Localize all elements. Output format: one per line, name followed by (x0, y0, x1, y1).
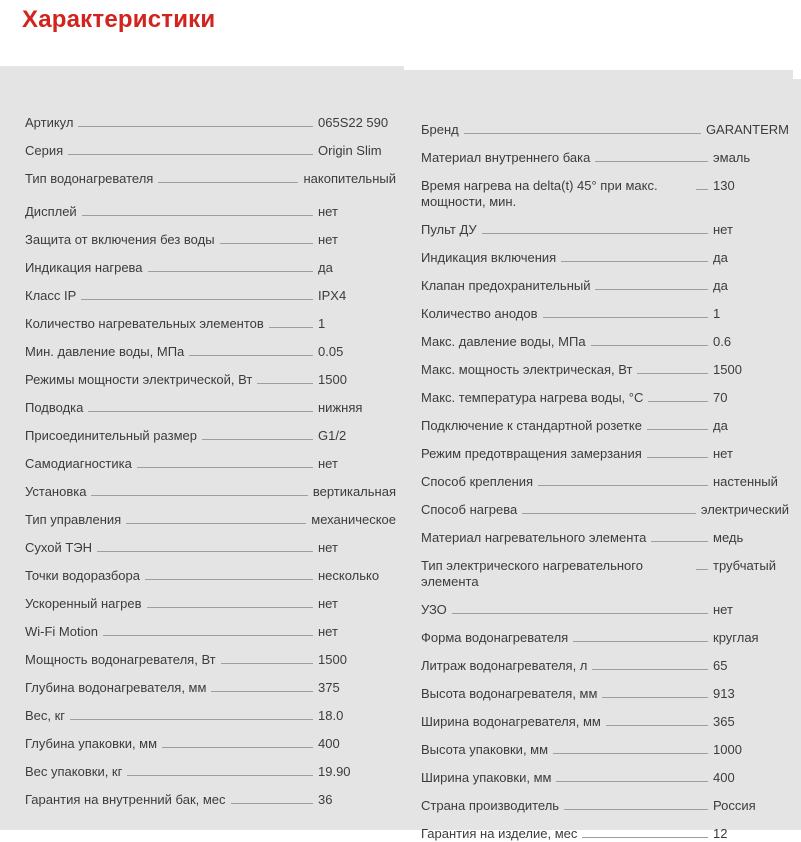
leader-line (221, 652, 313, 664)
leader-line (148, 260, 313, 272)
spec-row (25, 596, 396, 612)
specs-column-right (404, 70, 801, 841)
leader-line (126, 512, 306, 524)
leader-line (91, 484, 307, 496)
spec-row (25, 540, 396, 556)
leader-line (696, 558, 708, 570)
leader-line (595, 278, 708, 290)
spec-value: нет (713, 446, 733, 461)
leader-line (564, 798, 708, 810)
spec-row (421, 250, 789, 266)
spec-row (25, 288, 396, 304)
leader-line (231, 792, 313, 804)
leader-line (97, 540, 313, 552)
leader-line (202, 428, 313, 440)
spec-row (421, 630, 789, 646)
spec-row (421, 362, 789, 378)
spec-value: 19.90 (318, 764, 351, 779)
spec-row (421, 558, 789, 590)
leader-line (647, 418, 708, 430)
spec-row (25, 115, 396, 131)
spec-label: Установка (25, 484, 87, 499)
leader-line (88, 400, 313, 412)
leader-line (82, 204, 313, 216)
spec-value: да (713, 250, 728, 265)
spec-value: нет (318, 596, 338, 611)
leader-line (561, 250, 708, 262)
leader-line (573, 630, 708, 642)
leader-line (269, 316, 313, 328)
leader-line (68, 143, 313, 155)
leader-line (602, 686, 708, 698)
leader-line (452, 602, 708, 614)
spec-value: 065S22 590 (318, 115, 389, 130)
spec-label: Артикул (25, 115, 74, 130)
spec-label: Точки водоразбора (25, 568, 140, 583)
spec-label: УЗО (421, 602, 447, 617)
spec-value: несколько (318, 568, 380, 583)
spec-row (25, 456, 396, 472)
leader-line (582, 826, 708, 838)
spec-label: Способ нагрева (421, 502, 518, 517)
leader-line (595, 150, 708, 162)
spec-value: да (318, 260, 333, 275)
spec-row (25, 512, 396, 528)
spec-value: да (713, 418, 728, 433)
spec-value: нижняя (318, 400, 363, 415)
spec-value: накопительный (303, 171, 396, 186)
spec-label: Высота водонагревателя, мм (421, 686, 598, 701)
leader-line (70, 708, 313, 720)
spec-row (25, 484, 396, 500)
spec-label: Тип электрического нагревательного элемента (421, 558, 643, 589)
spec-label: Ширина водонагревателя, мм (421, 714, 601, 729)
spec-label: Вес упаковки, кг (25, 764, 123, 779)
spec-label: Присоединительный размер (25, 428, 197, 443)
spec-row (421, 150, 789, 166)
spec-row (421, 390, 789, 406)
page-title: Характеристики (22, 6, 216, 33)
spec-row (25, 344, 396, 360)
spec-row (25, 372, 396, 388)
spec-label: Способ крепления (421, 474, 534, 489)
spec-value: медь (713, 530, 744, 545)
spec-value: 1500 (318, 372, 347, 387)
spec-label: Количество анодов (421, 306, 538, 321)
spec-row (25, 568, 396, 584)
spec-label: Материал нагревательного элемента (421, 530, 647, 545)
spec-row (25, 143, 396, 159)
leader-line (103, 624, 313, 636)
spec-label: Высота упаковки, мм (421, 742, 549, 757)
leader-line (606, 714, 708, 726)
spec-row (25, 708, 396, 724)
leader-line (538, 474, 708, 486)
spec-value: Origin Slim (318, 143, 382, 158)
leader-line (556, 770, 708, 782)
spec-row (25, 428, 396, 444)
spec-label: Тип водонагревателя (25, 171, 154, 186)
leader-line (522, 502, 696, 514)
spec-row (421, 742, 789, 758)
spec-value: нет (318, 456, 338, 471)
spec-row (421, 530, 789, 546)
leader-line (189, 344, 313, 356)
leader-line (162, 736, 313, 748)
leader-line (127, 764, 313, 776)
spec-label: Макс. давление воды, МПа (421, 334, 586, 349)
spec-label: Ускоренный нагрев (25, 596, 142, 611)
spec-value: трубчатый (713, 558, 776, 573)
spec-label: Режимы мощности электрической, Вт (25, 372, 253, 387)
spec-value: IPX4 (318, 288, 347, 303)
spec-label: Защита от включения без воды (25, 232, 215, 247)
spec-label: Серия (25, 143, 64, 158)
leader-line (637, 362, 708, 374)
spec-label: Макс. температура нагрева воды, °С (421, 390, 644, 405)
spec-label: Гарантия на внутренний бак, мес (25, 792, 226, 807)
spec-label: Подводка (25, 400, 84, 415)
spec-label: Мин. давление воды, МПа (25, 344, 185, 359)
spec-label: Индикация включения (421, 250, 557, 265)
spec-label: Дисплей (25, 204, 77, 219)
spec-row (421, 602, 789, 618)
leader-line (553, 742, 708, 754)
spec-row (421, 222, 789, 238)
spec-label: Литраж водонагревателя, л (421, 658, 588, 673)
spec-value: 1 (318, 316, 326, 331)
spec-label: Подключение к стандартной розетке (421, 418, 642, 433)
spec-value: нет (713, 222, 733, 237)
leader-line (647, 446, 708, 458)
spec-value: 1500 (318, 652, 347, 667)
spec-value: эмаль (713, 150, 751, 165)
spec-row (421, 278, 789, 294)
spec-row (25, 652, 396, 668)
spec-value: GARANTERM (705, 122, 789, 137)
spec-label: Сухой ТЭН (25, 540, 93, 555)
spec-value: 18.0 (318, 708, 344, 723)
spec-row (421, 714, 789, 730)
spec-value: 0.6 (713, 334, 732, 349)
leader-line (592, 658, 708, 670)
spec-label: Форма водонагревателя (421, 630, 569, 645)
spec-value: 400 (713, 770, 735, 785)
spec-value: настенный (713, 474, 778, 489)
spec-label: Режим предотвращения замерзания (421, 446, 642, 461)
leader-line (482, 222, 708, 234)
leader-line (648, 390, 708, 402)
spec-value: вертикальная (312, 484, 396, 499)
spec-row (25, 792, 396, 808)
spec-value: G1/2 (318, 428, 347, 443)
leader-line (158, 171, 298, 183)
spec-value: 70 (713, 390, 728, 405)
spec-value: нет (318, 540, 338, 555)
spec-row (421, 658, 789, 674)
leader-line (220, 232, 313, 244)
spec-row (25, 624, 396, 640)
spec-label: Класс IP (25, 288, 77, 303)
spec-value: механическое (311, 512, 396, 527)
spec-row (421, 306, 789, 322)
leader-line (543, 306, 709, 318)
spec-row (421, 502, 789, 518)
spec-row (25, 204, 396, 220)
leader-line (145, 568, 313, 580)
spec-value: электрический (700, 502, 789, 517)
spec-row (25, 680, 396, 696)
spec-row (25, 764, 396, 780)
spec-label: Индикация нагрева (25, 260, 143, 275)
spec-label: Пульт ДУ (421, 222, 477, 237)
spec-label: Wi-Fi Motion (25, 624, 98, 639)
spec-label: Глубина водонагревателя, мм (25, 680, 207, 695)
spec-row (421, 798, 789, 814)
spec-value: нет (318, 232, 338, 247)
spec-value: Россия (713, 798, 756, 813)
spec-value: 365 (713, 714, 735, 729)
spec-label: Мощность водонагревателя, Вт (25, 652, 216, 667)
spec-label: Макс. мощность электрическая, Вт (421, 362, 633, 377)
leader-line (147, 596, 313, 608)
spec-row (25, 400, 396, 416)
spec-row (25, 316, 396, 332)
spec-row (25, 736, 396, 752)
spec-value: 913 (713, 686, 735, 701)
spec-label: Гарантия на изделие, мес (421, 826, 578, 841)
spec-label: Вес, кг (25, 708, 66, 723)
leader-line (257, 372, 313, 384)
spec-row (421, 770, 789, 786)
spec-value: да (713, 278, 728, 293)
spec-value: 130 (713, 178, 735, 193)
leader-line (696, 178, 708, 190)
spec-label: Бренд (421, 122, 459, 137)
spec-label: Количество нагревательных элементов (25, 316, 264, 331)
spec-label: Материал внутреннего бака (421, 150, 591, 165)
spec-value: 1500 (713, 362, 742, 377)
spec-value: нет (318, 204, 338, 219)
spec-row (421, 686, 789, 702)
specs-column-left (0, 66, 404, 830)
spec-value: 36 (318, 792, 333, 807)
spec-value: 375 (318, 680, 340, 695)
spec-value: 1000 (713, 742, 742, 757)
spec-value: 400 (318, 736, 340, 751)
spec-label: Тип управления (25, 512, 122, 527)
spec-value: круглая (713, 630, 759, 645)
spec-value: 0.05 (318, 344, 344, 359)
spec-label: Время нагрева на delta(t) 45° при макс. мощности, мин. (421, 178, 658, 209)
leader-line (211, 680, 313, 692)
spec-row (421, 334, 789, 350)
spec-value: 1 (713, 306, 721, 321)
leader-line (464, 122, 701, 134)
spec-value: 12 (713, 826, 728, 841)
spec-label: Ширина упаковки, мм (421, 770, 552, 785)
spec-row (25, 232, 396, 248)
spec-label: Самодиагностика (25, 456, 132, 471)
spec-row (25, 171, 396, 187)
leader-line (81, 288, 313, 300)
spec-label: Клапан предохранительный (421, 278, 591, 293)
spec-row (421, 418, 789, 434)
leader-line (78, 115, 313, 127)
top-right-notch (793, 66, 801, 79)
spec-value: нет (318, 624, 338, 639)
leader-line (591, 334, 708, 346)
leader-line (651, 530, 708, 542)
spec-value: 65 (713, 658, 728, 673)
spec-row (421, 474, 789, 490)
spec-row (421, 826, 789, 842)
spec-row (25, 260, 396, 276)
spec-row (421, 446, 789, 462)
spec-row (421, 178, 789, 210)
spec-label: Страна производитель (421, 798, 560, 813)
spec-row (421, 122, 789, 138)
leader-line (137, 456, 313, 468)
spec-label: Глубина упаковки, мм (25, 736, 158, 751)
spec-value: нет (713, 602, 733, 617)
